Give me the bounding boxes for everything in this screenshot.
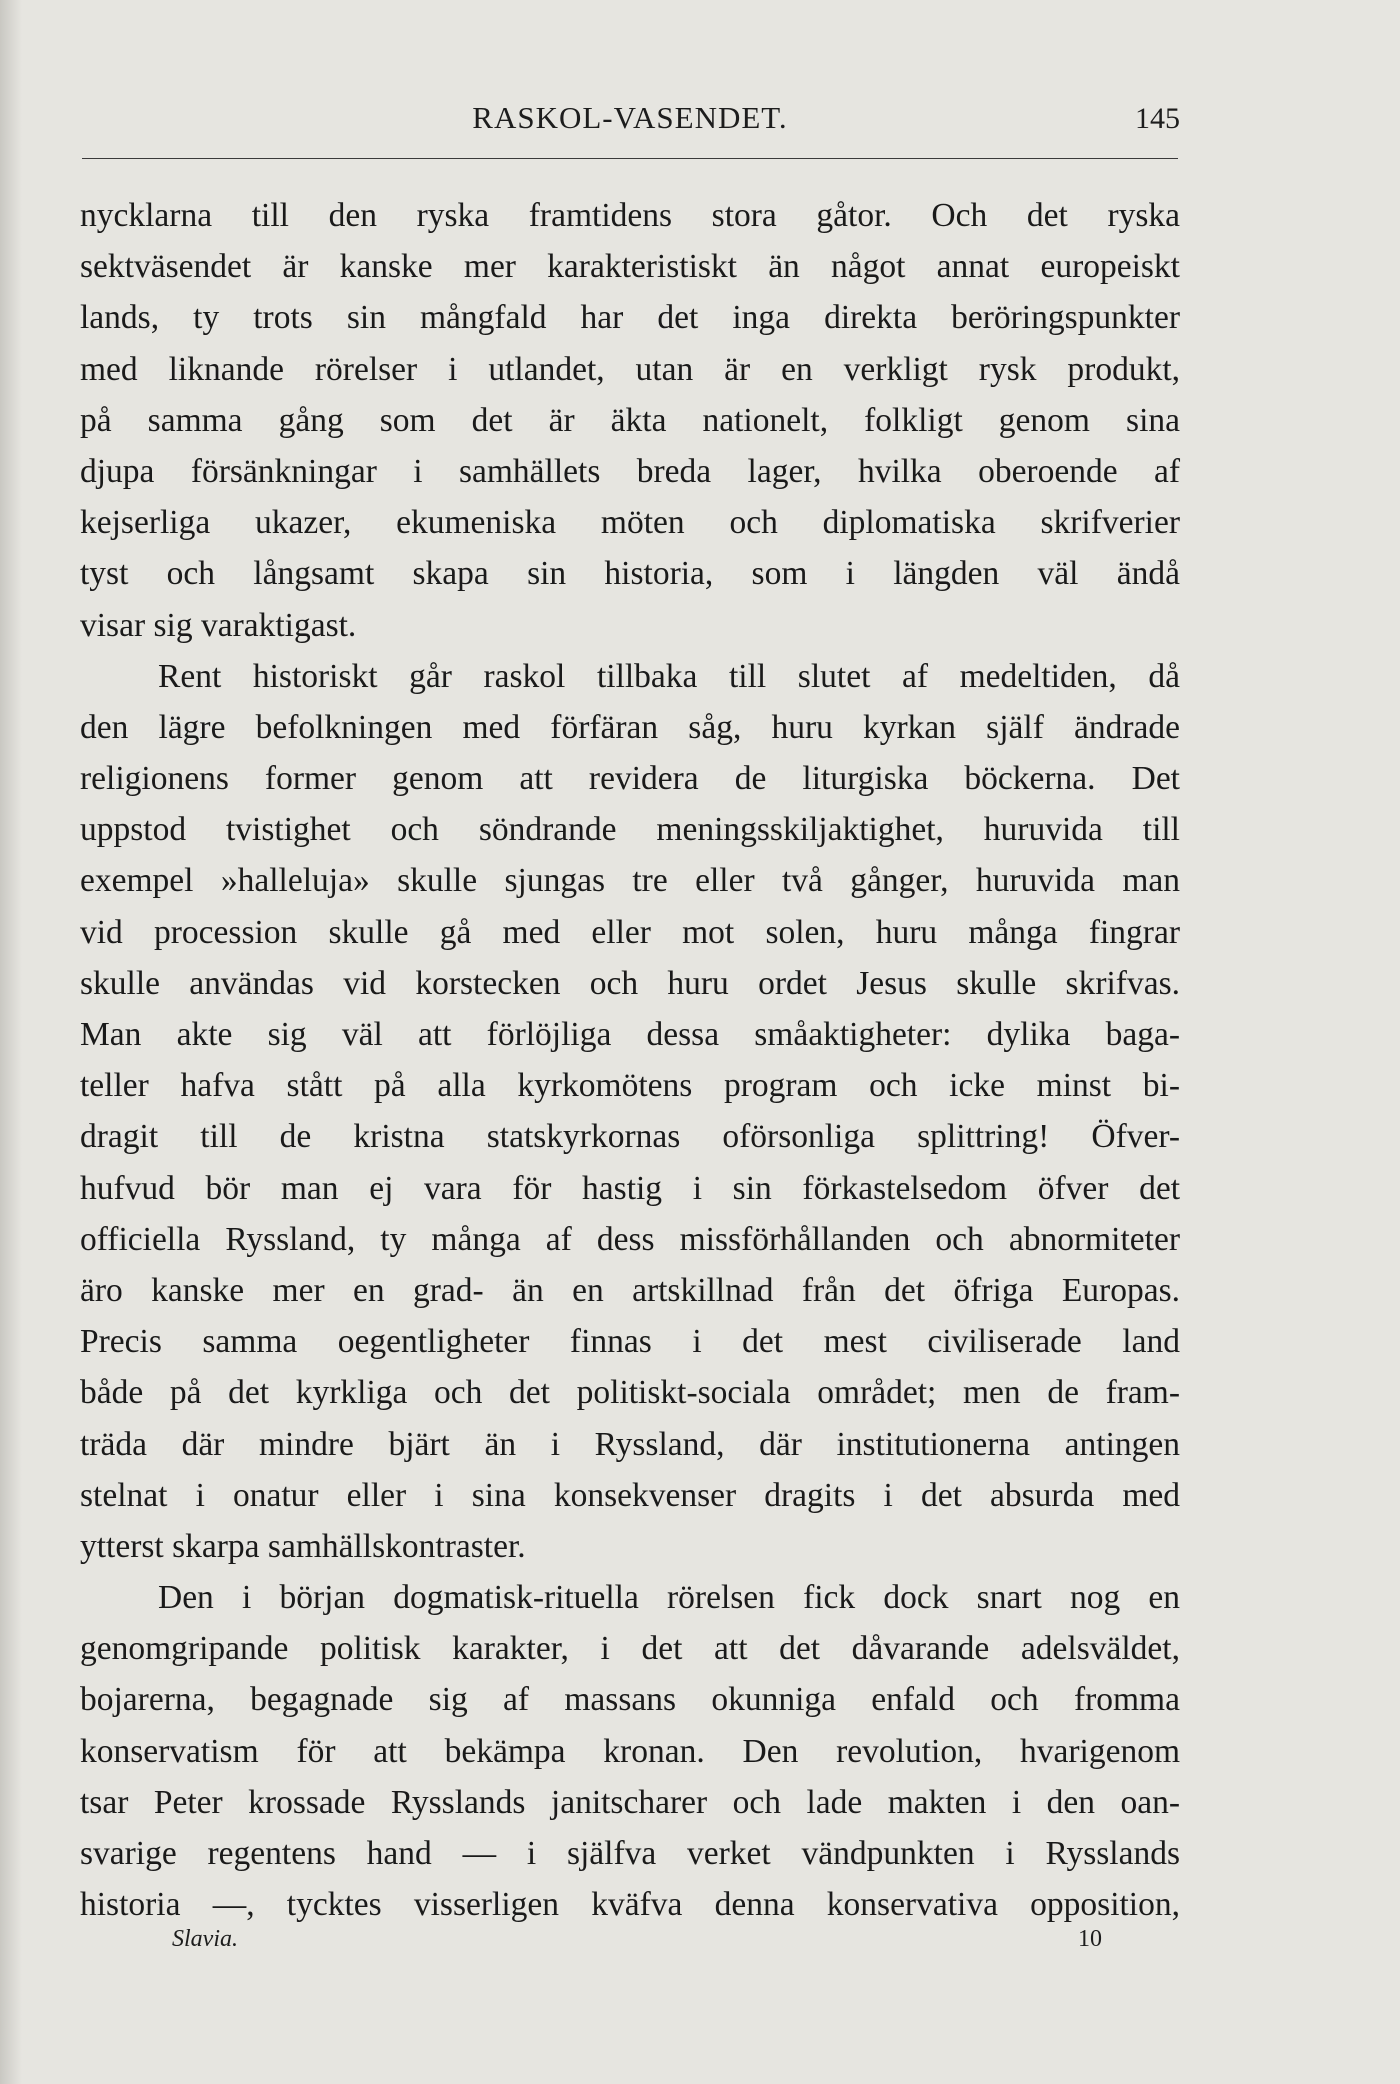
page-number: 145: [1135, 102, 1180, 135]
text-line: hufvud bör man ej vara för hastig i sin förkastelsedom öfver det: [80, 1169, 1180, 1207]
text-line: vid procession skulle gå med eller mot solen, huru många fingrar: [80, 913, 1180, 951]
text-line: kejserliga ukazer, ekumeniska möten och diplomatiska skrifverier: [80, 504, 1180, 542]
text-line: exempel »halleluja» skulle sjungas tre eller två gånger, huruvida man: [80, 862, 1180, 900]
running-head: [80, 100, 1180, 150]
text-line: tsar Peter krossade Rysslands janitscharer och lade makten i den oan-: [80, 1783, 1180, 1821]
text-line: träda där mindre bjärt än i Ryssland, där institutionerna antingen: [80, 1425, 1180, 1463]
text-line: både på det kyrkliga och det politiskt-sociala området; men de fram-: [80, 1374, 1180, 1412]
text-line: officiella Ryssland, ty många af dess missförhållanden och abnormiteter: [80, 1220, 1180, 1258]
text-line: äro kanske mer en grad- än en artskillnad från det öfriga Europas.: [80, 1271, 1180, 1309]
gathering-number: 10: [1078, 1926, 1102, 1952]
text-line: djupa försänkningar i samhällets breda lager, hvilka oberoende af: [80, 452, 1180, 490]
text-line: Den i början dogmatisk-rituella rörelsen fick dock snart nog en: [158, 1579, 1180, 1617]
body-text: [80, 190, 1180, 1930]
page-footer: [80, 1926, 1180, 1966]
header-rule: [82, 158, 1178, 159]
text-line: skulle användas vid korstecken och huru ordet Jesus skulle skrifvas.: [80, 964, 1180, 1002]
page-edge-shadow: [0, 0, 22, 2084]
text-line: dragit till de kristna statskyrkornas oförsonliga splittring! Öfver-: [80, 1118, 1180, 1156]
text-line: lands, ty trots sin mångfald har det inga direkta beröringspunkter: [80, 299, 1180, 337]
signature-mark-label: Slavia.: [172, 1926, 238, 1952]
text-line: uppstod tvistighet och söndrande meningsskiljaktighet, huruvida till: [80, 811, 1180, 849]
text-line: teller hafva stått på alla kyrkomötens program och icke minst bi-: [80, 1067, 1180, 1105]
text-line: den lägre befolkningen med förfäran såg, huru kyrkan själf ändrade: [80, 708, 1180, 746]
text-line: med liknande rörelser i utlandet, utan är en verkligt rysk produkt,: [80, 350, 1180, 388]
text-line: bojarerna, begagnade sig af massans okunniga enfald och fromma: [80, 1681, 1180, 1719]
text-line: på samma gång som det är äkta nationelt, folkligt genom sina: [80, 401, 1180, 439]
text-line: tyst och långsamt skapa sin historia, som i längden väl ändå: [80, 555, 1180, 593]
text-line: religionens former genom att revidera de liturgiska böckerna. Det: [80, 760, 1180, 798]
text-line: Man akte sig väl att förlöjliga dessa småaktigheter: dylika baga-: [80, 1016, 1180, 1053]
text-line: ytterst skarpa samhällskontraster.: [80, 1527, 526, 1565]
text-line: Precis samma oegentligheter finnas i det mest civiliserade land: [80, 1323, 1180, 1361]
text-line: genomgripande politisk karakter, i det att det dåvarande adelsväldet,: [80, 1630, 1180, 1668]
text-line: historia —, tycktes visserligen kväfva denna konservativa opposition,: [80, 1886, 1180, 1924]
text-line: nycklarna till den ryska framtidens stora gåtor. Och det ryska: [80, 197, 1180, 234]
text-line: visar sig varaktigast.: [80, 606, 357, 644]
text-line: stelnat i onatur eller i sina konsekvenser dragits i det absurda med: [80, 1476, 1180, 1514]
text-line: svarige regentens hand — i själfva verket vändpunkten i Rysslands: [80, 1835, 1180, 1872]
text-line: sektväsendet är kanske mer karakteristiskt än något annat europeiskt: [80, 248, 1180, 286]
running-title: RASKOL-VASENDET.: [472, 100, 788, 135]
text-line: Rent historiskt går raskol tillbaka till slutet af medeltiden, då: [158, 657, 1180, 695]
text-line: konservatism för att bekämpa kronan. Den revolution, hvarigenom: [80, 1732, 1180, 1770]
